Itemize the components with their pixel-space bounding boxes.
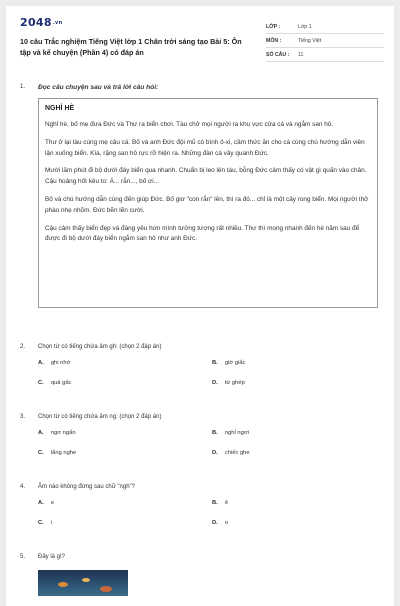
option-text: e — [50, 500, 55, 506]
answer-option-a[interactable] — [38, 360, 70, 366]
meta-key: LỚP : — [266, 24, 281, 30]
option-letter: D. — [212, 380, 218, 386]
story-paragraph: Mười lăm phút đi bộ dưới đáy biển qua nhanh. Chuẩn bị leo lên tàu, bỗng Đức cảm thấy có vật gì quấn vào chân. Cậu hoảng hốt kêu to: Á... rắn..., bố ơi... — [45, 167, 367, 186]
fish-shape — [58, 582, 68, 587]
answer-option-b[interactable] — [212, 500, 228, 506]
question-2 — [20, 344, 384, 404]
story-paragraph: Nghỉ hè, bố mẹ đưa Đức và Thư ra biển chơi. Tàu chở mọi người ra khu vực cửa cá và ngắm san hô. — [45, 121, 334, 128]
option-letter: B. — [212, 430, 218, 436]
story-box — [38, 98, 378, 308]
option-text: ê — [224, 500, 229, 506]
option-text: ghi nhớ — [50, 360, 71, 366]
option-letter: C. — [38, 520, 44, 526]
question-prompt: Chọn từ có tiếng chứa âm gh: (chọn 2 đáp án) — [38, 344, 162, 350]
option-text: nghỉ ngơi — [224, 430, 249, 436]
meta-row-subject — [266, 34, 384, 48]
option-text: lắng nghe — [50, 450, 77, 456]
option-text: từ ghép — [224, 380, 245, 386]
answer-option-a[interactable] — [38, 500, 54, 506]
option-text: i — [50, 520, 53, 526]
answer-option-c[interactable] — [38, 520, 52, 526]
option-letter: A. — [38, 500, 44, 506]
answer-option-d[interactable] — [212, 450, 250, 456]
option-letter: B. — [212, 360, 218, 366]
answer-option-a[interactable] — [38, 430, 76, 436]
meta-key: MÔN : — [266, 38, 282, 44]
option-letter: D. — [212, 520, 218, 526]
question-number: 2. — [20, 344, 26, 350]
question-number: 4. — [20, 484, 26, 490]
question-number: 1. — [20, 84, 26, 90]
answer-option-d[interactable] — [212, 380, 245, 386]
site-logo[interactable] — [20, 16, 62, 29]
meta-value: 11 — [298, 52, 304, 58]
option-letter: A. — [38, 360, 44, 366]
question-prompt: Chọn từ có tiếng chứa âm ng: (chọn 2 đáp án) — [38, 414, 162, 420]
option-text: giờ giấc — [224, 360, 246, 366]
question-number: 3. — [20, 414, 26, 420]
answer-option-d[interactable] — [212, 520, 228, 526]
question-prompt: Đây là gì? — [38, 554, 66, 560]
option-letter: A. — [38, 430, 44, 436]
option-text: ngơ ngẩn — [50, 430, 76, 436]
meta-table — [266, 20, 384, 62]
story-paragraph: Cậu cảm thấy biển đẹp và đáng yêu hơn mình tưởng tượng rất nhiều. Thư thì mong nhanh đến hè năm sau để được đi bộ dưới đáy biển ngắm san hô như anh Đức. — [45, 224, 360, 243]
fish-shape — [82, 578, 90, 582]
meta-row-grade — [266, 20, 384, 34]
answer-option-c[interactable] — [38, 380, 71, 386]
meta-value: Tiếng Việt — [298, 38, 322, 44]
question-number: 5. — [20, 554, 26, 560]
answer-option-c[interactable] — [38, 450, 76, 456]
question-image — [38, 570, 128, 596]
answer-option-b[interactable] — [212, 360, 245, 366]
option-text: quả gấc — [50, 380, 72, 386]
question-prompt: Âm nào không đứng sau chữ "ngh"? — [38, 484, 136, 490]
document-page — [6, 6, 394, 606]
meta-value: Lớp 1 — [298, 24, 312, 30]
question-5 — [20, 554, 384, 600]
meta-key: SỐ CÂU : — [266, 52, 290, 58]
story-paragraph: Bố và chú hướng dẫn cùng đến giúp Đức. Bố giơ "con rắn" lên, thì ra đó... chỉ là một cây rong biển. Mọi người thở phào nhẹ nhõm. Đức bẽn lẽn cười. — [45, 195, 369, 214]
option-text: chiếc ghe — [224, 450, 250, 456]
logo-main: 2048 — [20, 16, 52, 29]
fish-shape — [100, 586, 112, 592]
story-paragraph: Thư ở lại tàu cùng mẹ câu cá. Bố và anh Đức đội mũ có bình ô-xi, cầm thức ăn cho cá cùng chú hướng dẫn viên lặn xuống biển. Kìa, rặng san hô rực rỡ hiện ra. Những đàn cá vây quanh Đức. — [45, 138, 365, 157]
answer-option-b[interactable] — [212, 430, 249, 436]
document-header — [20, 16, 384, 66]
option-letter: D. — [212, 450, 218, 456]
meta-row-count — [266, 48, 384, 62]
question-3 — [20, 414, 384, 474]
logo-sub: .vn — [52, 20, 63, 26]
option-letter: C. — [38, 450, 44, 456]
option-letter: B. — [212, 500, 218, 506]
question-1 — [20, 84, 384, 314]
option-text: o — [224, 520, 229, 526]
document-title: 10 câu Trắc nghiệm Tiếng Việt lớp 1 Chân trời sáng tạo Bài 5: Ôn tập và kể chuyện (Phần 4) có đáp án — [20, 37, 242, 57]
question-prompt: Đọc câu chuyện sau và trả lời câu hỏi: — [38, 84, 159, 91]
question-4 — [20, 484, 384, 544]
story-title: NGHỈ HÈ — [45, 105, 75, 112]
option-letter: C. — [38, 380, 44, 386]
